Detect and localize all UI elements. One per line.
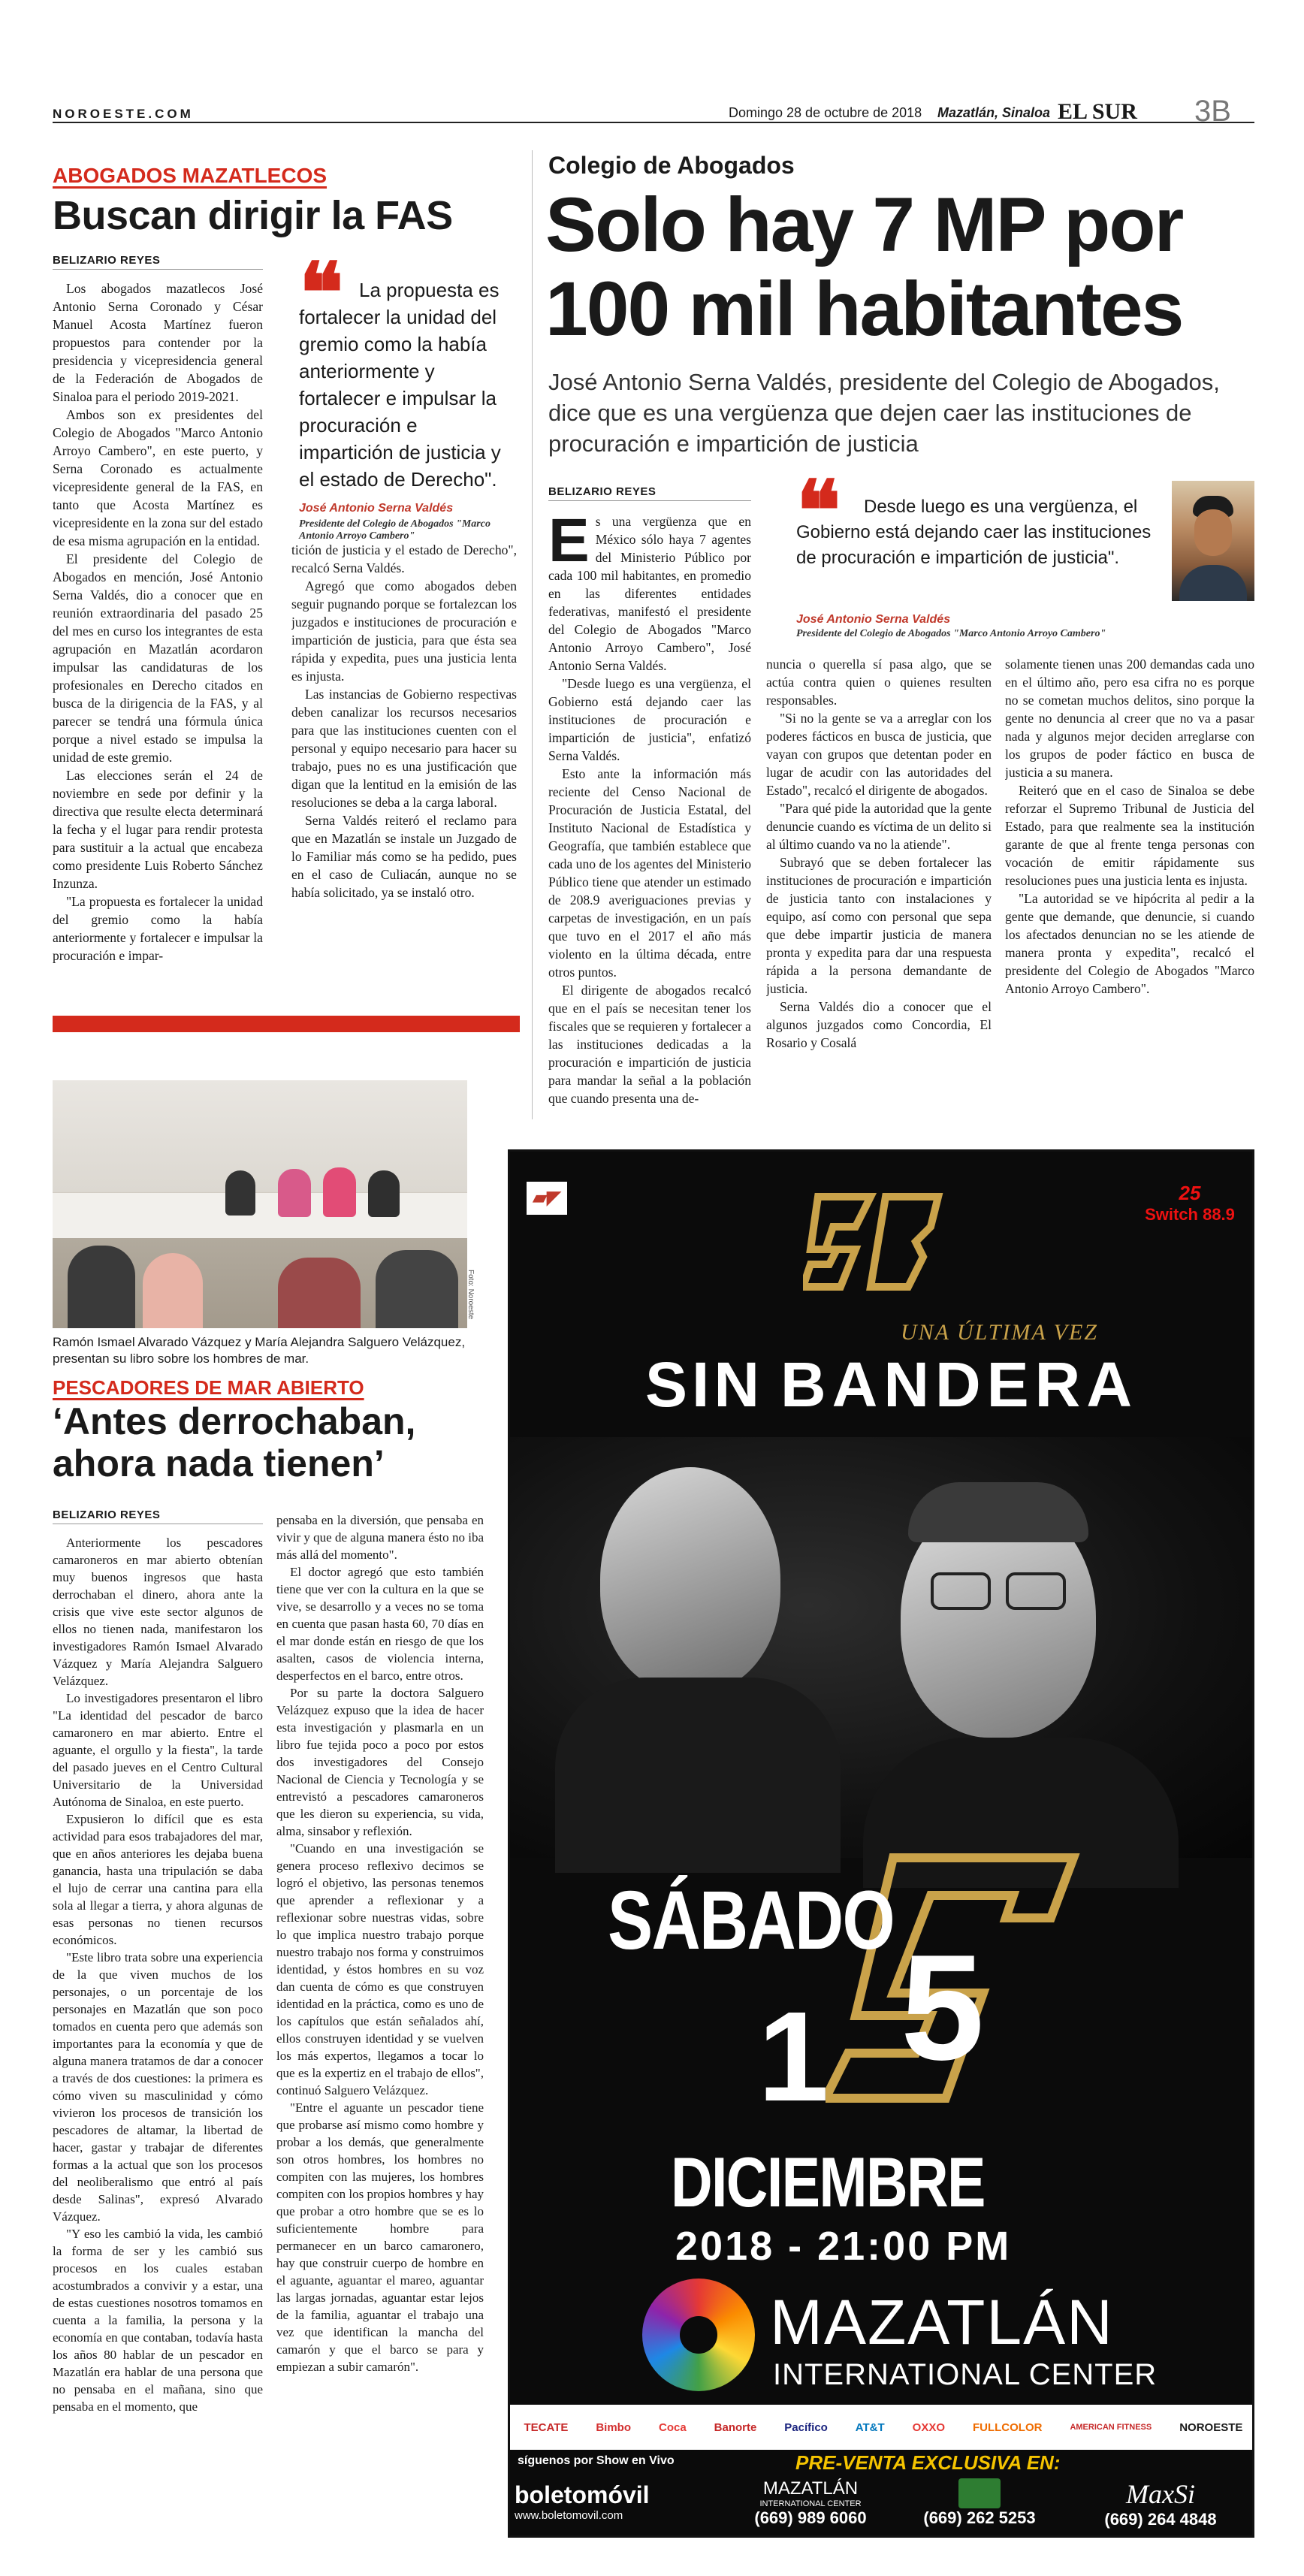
paragraph: Los abogados mazatlecos José Antonio Serna Coronado y César Manuel Acosta Martínez fueron propuestos para contender por la presidencia y vicepresidencia general de la Federación de Abogados de Sinaloa para el periodo 2019-2021. — [53, 281, 263, 404]
paragraph: El presidente del Colegio de Abogados en mención, José Antonio Serna Valdés, dio a conocer que en reunión extraordinaria del pasado 25 del mes en curso los integrantes de esta agrupación en Mazatlán acordaron impulsar las candidaturas de los profesionales en Derecho citados en busca de la dirigencia de la FAS, y al parecer se tendrá una fórmula única porque a nivel estado se impulsa la unidad de este gremio. — [53, 551, 263, 765]
drop-cap: E — [548, 512, 590, 575]
outlet-boletomovil-url[interactable]: www.boletomovil.com — [515, 2509, 623, 2522]
site-name[interactable]: NOROESTE.COM — [53, 107, 194, 121]
paragraph: Las instancias de Gobierno respectivas deben canalizar los recursos necesarios para que las instituciones cuenten con el personal y equipo necesario para hacer su trabajo, pues no es una justificación que digan que la lentitud en la emisión de las resoluciones se deba a la carga laboral. — [291, 687, 517, 810]
vertical-rule — [532, 150, 533, 1119]
mp-deck: José Antonio Serna Valdés, presidente del Colegio de Abogados, dice que es una vergüenza que dejen caer las instituciones de procuración e impartición de justicia — [548, 369, 1220, 457]
sponsor-logo: TECATE — [524, 2420, 569, 2434]
pescadores-column-1 — [53, 1534, 263, 2541]
book-presentation-photo — [53, 1080, 467, 1328]
mp-quote-text: Desde luego es una vergüenza, el Gobierno está dejando caer las instituciones de procuración e impartición de justicia". — [796, 497, 1152, 568]
outlet-third-phone[interactable]: (669) 262 5253 — [923, 2508, 1036, 2527]
fas-column-1 — [53, 279, 263, 978]
venue-subtitle: INTERNATIONAL CENTER — [773, 2358, 1158, 2391]
mp-headline-line-1: Solo hay 7 MP por — [545, 182, 1183, 267]
section-divider — [53, 1016, 520, 1032]
sponsor-logo: OXXO — [912, 2420, 946, 2434]
sponsor-logo: Bimbo — [596, 2420, 632, 2434]
sponsor-logo: AT&T — [855, 2420, 885, 2434]
paragraph: Reiteró que en el caso de Sinaloa se debe reforzar el Supremo Tribunal de Justicia del Estado, para que realmente sea la institución garante de que al frente tenga personas con vocación de emitir rápidamente sus resoluciones pues una justicia lenta es injusta. — [1005, 783, 1254, 888]
paragraph: Ambos son ex presidentes del Colegio de Abogados "Marco Antonio Arroyo Cambero", en este puerto, y Serna Coronado es actualmente vicepresidente general de la FAS, en tanto que Acosta Martínez es vicepresidente en la zona sur del estado de esa misma agrupación en la entidad. — [53, 407, 263, 548]
fas-quote-text: La propuesta es fortalecer la unidad del gremio como la había anteriormente y fortalecer e impulsar la procuración e impartición de justicia y el estado de Derecho". — [299, 279, 501, 491]
issue-date: Domingo 28 de octubre de 2018 — [729, 105, 922, 120]
outlet-venue-phone[interactable]: (669) 989 6060 — [754, 2508, 867, 2527]
paragraph: Expusieron lo difícil que es esta actividad para esos trabajadores del mar, que en años anteriores les dejaba buena ganancia, hasta una tripulación se daba el lujo de cerrar una cantina para ella sola al llegar a tierra, y ahora algunas de esas personas no tienen recursos económicos. — [53, 1812, 263, 1947]
band-name-sin: SIN — [645, 1349, 765, 1420]
sponsor-logo: Pacífico — [784, 2420, 828, 2434]
outlet-venue[interactable] — [728, 2478, 893, 2537]
paragraph: Subrayó que se deben fortalecer las instituciones de procuración e impartición de justicia tanto con instalaciones y equipo, así como con personal que sepa que debe impartir justicia de manera pronta y expedita para dar una respuesta rápida a la persona demandante de justicia. — [766, 855, 992, 996]
paragraph: "Cuando en una investigación se genera proceso reflexivo decimos se logró el objetivo, las personas tenemos que aprender a reflexionar y a reflexionar sobre nuestras vidas, sobre lo que implica nuestro trabajo porque nuestro trabajo nos forma y construimos identidad, y éstos hombres en su voz dan cuenta de cómo es que construyen identidad en la práctica, como es uno de los capítulos que están señalados ahí, ellos construyen identidad y se vuelven los más expertos, llegamos a tocar lo que es la expertiz en el trabajo de ellos", continuó Salguero Velázquez. — [276, 1841, 484, 2097]
radio-badge: 25 Switch 88.9 — [1145, 1182, 1235, 1224]
sponsor-logo: NOROESTE — [1179, 2420, 1243, 2434]
radio-station: Switch 88.9 — [1145, 1205, 1235, 1224]
outlet-maxsi-name: MaxSi — [1126, 2479, 1195, 2509]
fas-quote-role: Presidente del Colegio de Abogados "Marco Antonio Arroyo Cambero" — [299, 518, 491, 542]
paragraph: Anteriormente los pescadores camaroneros en mar abierto obtenían muy buenos ingresos que hasta derrochaban el dinero, ahora ante la crisis que vive este sector algunos de ellos no tienen nada, manifestaron los investigadores Ramón Ismael Alvarado Vázquez y María Alejandra Salguero Velázquez. — [53, 1536, 263, 1688]
paragraph: "Desde luego es una vergüenza, el Gobierno está dejando caer las instituciones de procuración e impartición de justicia", enfatizó Serna Valdés. — [548, 676, 751, 763]
outlet-venue-sub: INTERNATIONAL CENTER — [759, 2499, 862, 2508]
page-number: 3B — [1194, 95, 1231, 128]
mp-quote-role: Presidente del Colegio de Abogados "Marco Antonio Arroyo Cambero" — [796, 628, 1106, 639]
sponsor-logo: AMERICAN FITNESS — [1070, 2423, 1152, 2432]
outlet-maxsi[interactable] — [1070, 2478, 1251, 2537]
ad-month: DICIEMBRE — [671, 2143, 985, 2221]
pescadores-kicker: PESCADORES DE MAR ABIERTO — [53, 1376, 364, 1399]
pescadores-headline-line-1: ‘Antes derrochaban, — [53, 1400, 416, 1442]
ad-day-number-1: 1 — [758, 1986, 829, 2128]
ad-tagline: UNA ÚLTIMA VEZ — [901, 1320, 1098, 1345]
fas-pull-quote — [291, 244, 517, 542]
promoter-logo: ▰◤ — [527, 1182, 567, 1215]
paragraph: Agregó que como abogados deben seguir pugnando porque se fortalezcan los juzgados e instituciones de procuración e impartición de justicia, para que ésta sea rápida y expedita, pues una justicia lenta es injusta. — [291, 578, 517, 684]
mp-quote-author: José Antonio Serna Valdés — [796, 613, 951, 626]
mp-kicker: Colegio de Abogados — [548, 152, 795, 179]
paragraph: "Si no la gente se va a arreglar con los poderes fácticos en busca de justicia, que vayan con grupos que detentan poder en lugar de acudir con las autoridades del Estado", recalcó el dirigente de abogados. — [766, 711, 992, 798]
ad-day-number-2: 5 — [901, 1924, 985, 2091]
mp-column-2 — [766, 655, 992, 1121]
presale-label: PRE-VENTA EXCLUSIVA EN: — [795, 2451, 1061, 2474]
photo-credit: Foto: Noroeste — [466, 1270, 475, 1320]
paragraph: pensaba en la diversión, que pensaba en vivir y que de alguna manera ésto no iba más allá del momento". — [276, 1513, 484, 1562]
paragraph: "La propuesta es fortalecer la unidad del gremio como la había anteriormente y fortalecer e impulsar la procuración e impar- — [53, 894, 263, 963]
fas-headline: Buscan dirigir la FAS — [53, 193, 453, 238]
follow-us: síguenos por Show en Vivo — [518, 2454, 675, 2467]
outlet-boletomovil-name: boletomóvil — [515, 2481, 650, 2508]
pescadores-byline: BELIZARIO REYES — [53, 1508, 263, 1524]
venue-logo-icon — [642, 2279, 755, 2391]
paragraph: "La autoridad se ve hipócrita al pedir a la gente que demande, que denuncie, si cuando los afectados denuncian no se les atiende de manera pronta y expedita", recalcó el presidente del Colegio de Abogados "Marco Antonio Arroyo Cambero". — [1005, 891, 1254, 996]
outlet-third[interactable] — [908, 2478, 1051, 2537]
mp-byline: BELIZARIO REYES — [548, 485, 751, 501]
paragraph: Serna Valdés reiteró el reclamo para que en Mazatlán se instale un Juzgado de lo Familiar más como se ha pedido, pues en el caso de Culiacán, aunque no se había solicitado, ya se instaló otro. — [291, 813, 517, 900]
section-name: EL SUR — [1058, 99, 1137, 124]
mp-column-1 — [548, 512, 751, 1121]
outlet-third-logo-icon — [958, 2478, 1001, 2508]
fas-column-2 — [291, 541, 517, 932]
concert-ad[interactable] — [508, 1149, 1254, 2538]
artists-photo — [510, 1437, 1254, 1858]
paragraph: solamente tienen unas 200 demandas cada uno en el último año, pero esa cifra no es porque no se cometan muchos delitos, sino porque la gente no denuncia al creer que no va a pasar nada y algunos mejor deciden arreglarse con los grupos de poder fáctico en busca de justicia a su manera. — [1005, 657, 1254, 780]
paragraph: s una vergüenza que en México sólo haya 7 agentes del Ministerio Público por cada 100 mil habitantes, en promedio en las diferentes entidades federativas, manifestó el presidente del Colegio de Abogados "Marco Antonio Arroyo Cambero", José Antonio Serna Valdés. — [548, 514, 751, 673]
paragraph: Esto ante la información más reciente del Censo Nacional de Procuración de Justicia Estatal, del Instituto Nacional de Estadística y Geografía, que también establece que cada uno de los agentes del Ministerio Público tiene que atender un estimado de 208.9 averiguaciones previas y carpetas de investigación, en un país que tuvo en el 2017 el año más violento en la última década, entre otros puntos. — [548, 766, 751, 980]
mp-headline-line-2: 100 mil habitantes — [545, 266, 1183, 352]
sponsor-logo: Coca — [658, 2420, 687, 2434]
quote-mark-icon: ❝ — [299, 244, 344, 341]
mp-pull-quote — [766, 462, 1157, 646]
paragraph: "Entre el aguante un pescador tiene que probarse así mismo como hombre y probar a los demás, que generalmente son otros hombres, los hombres no compiten con las mujeres, los hombres compiten con los propios hombres y hay que probar a otro hombre que se es lo suficientemente hombre para permanecer en un barco camaronero, hay que construir cuerpo de hombre en el aguante, aguantar el mareo, aguantar las largas jornadas, aguantar estar lejos de la familia, aguantar el trabajo una vez que identifican la mancha del camarón y que el barco se para y empiezan a subir camarón". — [276, 2100, 484, 2374]
quote-mark-icon: ❝ — [796, 462, 841, 559]
paragraph: "Este libro trata sobre una experiencia de la que viven muchos de los personajes, o un porcentaje de los personajes en Mazatlán que son poco tomados en cuenta pero que además son importantes para la economía y que de alguna manera tratamos de dar a conocer a través de dos cuestiones: la primera es cómo viven su masculinidad y cómo vivieron los procesos de transición los pescadores de altamar, la libertad de hacer, gastar y trabajar de diferentes formas a la actual que son los procesos del neoliberalismo que entró al país desde Salinas", expresó Alvarado Vázquez. — [53, 1950, 263, 2224]
sponsor-logo: Banorte — [714, 2420, 757, 2434]
pescadores-headline-line-2: ahora nada tienen’ — [53, 1442, 385, 1484]
paragraph: nuncia o querella sí pasa algo, que se actúa contra quien o quienes resulten responsables. — [766, 657, 992, 708]
sponsor-logo: FULLCOLOR — [972, 2420, 1043, 2434]
outlet-boletomovil[interactable] — [515, 2481, 702, 2534]
photo-caption: Ramón Ismael Alvarado Vázquez y María Alejandra Salguero Velázquez, presentan su libro sobre los hombres de mar. — [53, 1335, 466, 1366]
paragraph: "Y eso les cambió la vida, les cambió la forma de ser y les cambió sus procesos en los cuales estaban acostumbrados a convivir y a estar, una de estas cuestiones nosotros tomamos en cuenta a la familia, la persona y la economía en que contaban, todavía hasta los años 80 hablar de un pescador en Mazatlán era hablar de una persona que no pensaba en el mañana, sino que pensaba en el momento, que — [53, 2227, 263, 2414]
paragraph: "Para qué pide la autoridad que la gente denuncie cuando es víctima de un delito si al último cuando va no la atiende". — [766, 801, 992, 852]
ad-day: SÁBADO — [608, 1874, 895, 1967]
masthead — [53, 95, 1254, 128]
paragraph: Las elecciones serán el 24 de noviembre en sede por definir y la directiva que resulte electa determinará la fecha y el lugar para rendir protesta para sustituir a la actual que encabeza como presidente Luis Roberto Sánchez Inzunza. — [53, 768, 263, 891]
pescadores-column-2 — [276, 1511, 484, 2541]
venue-name: MAZATLÁN — [770, 2287, 1114, 2357]
fas-byline: BELIZARIO REYES — [53, 254, 263, 270]
sin-bandera-logo-icon — [803, 1182, 953, 1302]
outlet-venue-name: MAZATLÁN — [762, 2478, 859, 2499]
fas-kicker: ABOGADOS MAZATLECOS — [53, 164, 328, 187]
paragraph: tición de justicia y el estado de Derecho", recalcó Serna Valdés. — [291, 542, 517, 575]
paragraph: Serna Valdés dio a conocer que el algunos juzgados como Concordia, El Rosario y Cosalá — [766, 999, 992, 1050]
mp-column-3 — [1005, 655, 1254, 1121]
band-name-bandera: BANDERA — [780, 1349, 1138, 1420]
ad-time: 2018 - 21:00 PM — [675, 2224, 1012, 2269]
issue-place: Mazatlán, Sinaloa — [937, 105, 1051, 120]
paragraph: El dirigente de abogados recalcó que en el país se necesitan tener los fiscales que se requieren y fortalecer a las instituciones dedicadas a la procuración e impartición de justicia para mandar la señal a la población que cuando presenta una de- — [548, 983, 751, 1106]
paragraph: El doctor agregó que esto también tiene que ver con la cultura en la que se vive, se desarrollo y a veces no se toma en cuenta que pasan hasta 60, 70 días en el mar donde están en riesgo de que los asalten, casos de violencia interna, desperfectos en el barco, entre otros. — [276, 1565, 484, 1683]
paragraph: Lo investigadores presentaron el libro "La identidad del pescador de barco camaronero en mar abierto. Entre el aguante, el orgullo y la fiesta", la tarde del pasado jueves en el Centro Cultural Universitario de la Universidad Autónoma de Sinaloa, en este puerto. — [53, 1691, 263, 1809]
paragraph: Por su parte la doctora Salguero Velázquez expuso que la idea de hacer esta investigación y plasmarla en un libro fue tejida poco a poco por estos dos investigadores del Consejo Nacional de Ciencia y Tecnología y se entrevistó a pescadores camaroneros que les dieron su experiencia, su vida, alma, sinsabor y reflexión. — [276, 1686, 484, 1838]
sponsors-strip — [510, 2405, 1254, 2450]
portrait-photo — [1172, 481, 1254, 601]
fas-quote-author: José Antonio Serna Valdés — [299, 502, 454, 515]
outlet-maxsi-phone[interactable]: (669) 264 4848 — [1104, 2510, 1217, 2529]
